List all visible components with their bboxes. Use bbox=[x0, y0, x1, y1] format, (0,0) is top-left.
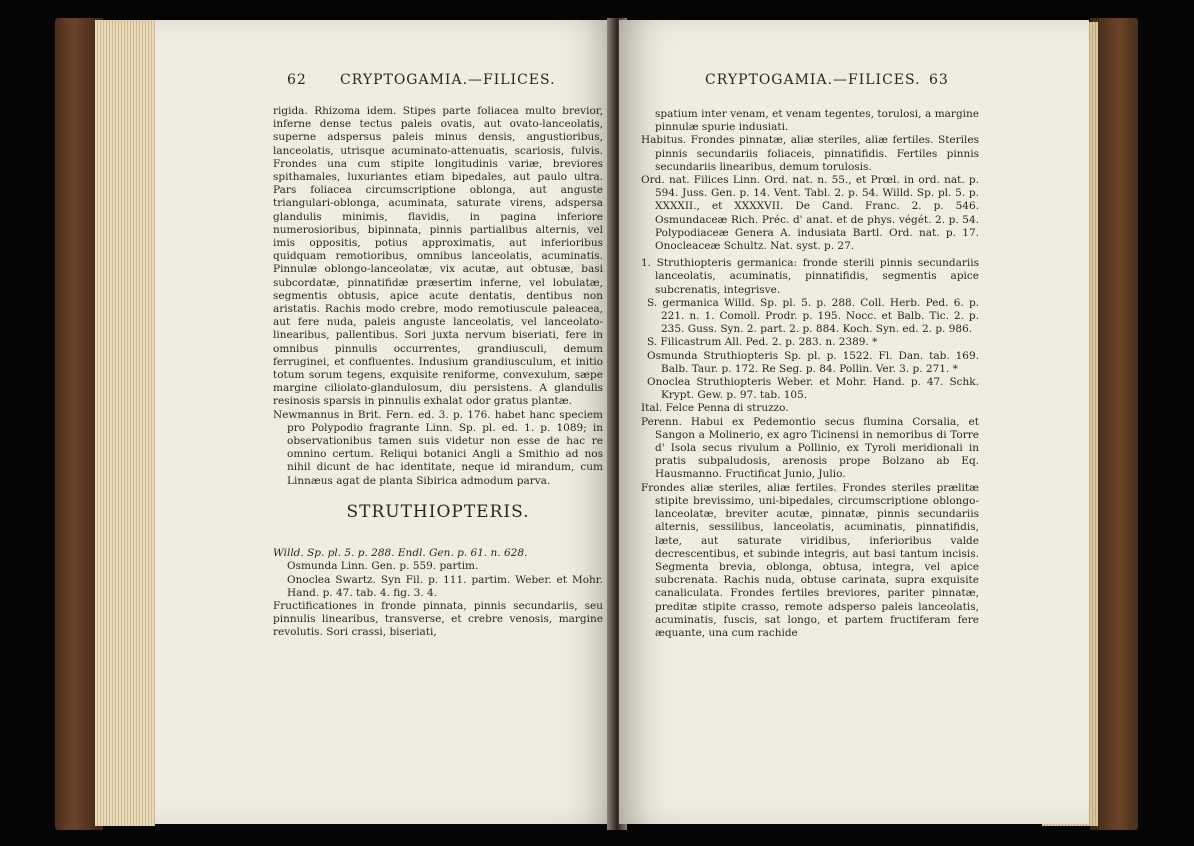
right-para-1: spatium inter venam, et venam tegentes, torulosi, a margine pinnulæ spurie indusiati. bbox=[655, 108, 979, 134]
right-page-number: 63 bbox=[929, 72, 949, 88]
ordo-naturalis: Ord. nat. Filices Linn. Ord. nat. n. 55., et Prœl. in ord. nat. p. 594. Juss. Gen. p. 14. Vent. Tabl. 2. p. 54. Willd. Sp. pl. 5. p. XXXXII., et XXXXVII. De Cand. Franc. 2. p. 546. Osmundaceæ Rich. Préc. d' anat. et de phys. végét. 2. p. 54. Polypodiaceæ Genera A. indusiata Bartl. Ord. nat. p. 17. Onocleaceæ Schultz. Nat. syst. p. 27. bbox=[641, 174, 979, 253]
species-synonym-c: Osmunda Struthiopteris Sp. pl. p. 1522. Fl. Dan. tab. 169. Balb. Taur. p. 172. Re Seg. p. 84. Pollin. Ver. 3. p. 271. * bbox=[647, 349, 979, 375]
genus-heading: STRUTHIOPTERIS. bbox=[346, 501, 530, 522]
open-book bbox=[55, 18, 1138, 830]
right-running-head: CRYPTOGAMIA.—FILICES. bbox=[705, 72, 921, 88]
right-text-block bbox=[641, 108, 979, 640]
left-page-number: 62 bbox=[287, 72, 307, 88]
species-synonym-d: Onoclea Struthiopteris Weber. et Mohr. Hand. p. 47. Schk. Krypt. Gew. p. 97. tab. 105. bbox=[647, 376, 979, 402]
left-text-block bbox=[273, 105, 603, 640]
right-page bbox=[619, 20, 1089, 824]
left-para-3: Fructificationes in fronde pinnata, pinnis secundariis, seu pinnulis linearibus, transverse, et crebre venosis, margine revolutis. Sori crassi, biseriati, bbox=[273, 599, 603, 639]
perennis-localities: Perenn. Habui ex Pedemontio secus flumina Corsalia, et Sangon a Molinerio, ex agro Ticinensi in nemoribus di Torre d' Isola secus rivulum a Pollinio, ex Tyroli meridionali in pratis subpaludosis, arenosis prope Bolzano ab Eq. Hausmanno. Fructificat Junio, Julio. bbox=[641, 415, 979, 481]
left-para-2: Newmannus in Brit. Fern. ed. 3. p. 176. habet hanc speciem pro Polypodio fragrante Linn. Sp. pl. ed. 1. p. 1089; in observationibus tamen suis videtur non esse de hac re omnino certum. Reliqui botanici Angli a Smithio ad nos nihil dicunt de hac identitate, neque id mirandum, cum Linnæus agat de planta Sibirica admodum parva. bbox=[273, 408, 603, 487]
habitus: Habitus. Frondes pinnatæ, aliæ steriles, aliæ fertiles. Steriles pinnis secundariis foliaceis, pinnatifidis. Fertiles pinnis secundariis linearibus, demum torulosis. bbox=[641, 134, 979, 173]
species-1-diagnosis: 1. Struthiopteris germanica: fronde sterili pinnis secundariis lanceolatis, acuminatis, pinnatifidis, segmentis apice subcrenatis, integrisve. bbox=[641, 257, 979, 296]
fronds-description: Frondes aliæ steriles, aliæ fertiles. Frondes steriles prælitæ stipite brevissimo, uni-bipedales, circumscriptione oblongo-lanceolatæ, breviter acutæ, pinnatæ, pinnis secundariis alternis, sessilibus, lanceolatis, acuminatis, pinnatifidis, læte, aut saturate viridibus, inferioribus valde decrescentibus, et subinde integris, aut basi tantum incisis. Segmenta brevia, oblonga, obtusa, integra, vel apice subcrenata. Rachis nuda, obtuse carinata, supra exquisite canaliculata. Frondes fertiles breviores, pariter pinnatæ, preditæ stipite crasso, remote adsperso paleis lanceolatis, acuminatis, fuscis, sat longo, et partem fructiferam fere æquante, una cum rachide bbox=[641, 481, 979, 639]
left-running-head: CRYPTOGAMIA.—FILICES. bbox=[340, 72, 556, 88]
italian-name: Ital. Felce Penna di struzzo. bbox=[641, 402, 789, 415]
left-para-1: rigida. Rhizoma idem. Stipes parte foliacea multo brevior, inferne dense tectus paleis ovatis, aut ovato-lanceolatis, superne adspersus paleis minus densis, angustioribus, lanceolatis, utrisque acuminato-attenuatis, scariosis, fulvis. Frondes una cum stipite longitudinis variæ, breviores spithamales, luxuriantes etiam bipedales, aut paulo ultra. Pars foliacea circumscriptione oblonga, aut anguste triangulari-oblonga, acuminata, saturate virens, adspersa glandulis minimis, flavidis, in pagina inferiore numerosioribus, bipinnata, pinnis partialibus alternis, vel imis oppositis, potius approximatis, aut inferioribus quidquam remotioribus, omnibus lanceolatis, acuminatis. Pinnulæ oblongo-lanceolatæ, vix acutæ, aut obtusæ, basi subcordatæ, pinnatifidæ præsertim inferne, vel lobulatæ, segmentis obtusis, apice acute dentatis, dentibus non aristatis. Rachis modo crebre, modo remotiuscule paleacea, aut fere nuda, paleis anguste lanceolatis, vel lanceolato-linearibus, pallentibus. Sori juxta nervum biseriati, fere in omnibus pinnulis occurrentes, grandiusculi, demum ferruginei, et confluentes. Indusium grandiusculum, et initio totum sorum tegens, exquisite reniforme, convexulum, sæpe margine ciliolato-glandulosum, diu persistens. A glandulis resinosis sparsis in pinnulis exhalat odor gratus plantæ. bbox=[273, 105, 603, 408]
left-page-edges bbox=[95, 20, 155, 826]
genus-synonym-3: Onoclea Swartz. Syn Fil. p. 111. partim. Weber. et Mohr. Hand. p. 47. tab. 4. fig. 3. 4. bbox=[287, 573, 603, 599]
genus-synonym-2: Osmunda Linn. Gen. p. 559. partim. bbox=[287, 560, 479, 573]
species-synonym-b: S. Filicastrum All. Ped. 2. p. 283. n. 2389. * bbox=[647, 336, 878, 349]
species-synonym-a: S. germanica Willd. Sp. pl. 5. p. 288. Coll. Herb. Ped. 6. p. 221. n. 1. Comoll. Prodr. p. 195. Nocc. et Balb. Tic. 2. p. 235. Guss. Syn. 2. part. 2. p. 884. Koch. Syn. ed. 2. p. 986. bbox=[647, 296, 979, 336]
genus-synonym-1: Willd. Sp. pl. 5. p. 288. Endl. Gen. p. 61. n. 628. bbox=[273, 547, 528, 560]
left-page bbox=[155, 20, 615, 824]
